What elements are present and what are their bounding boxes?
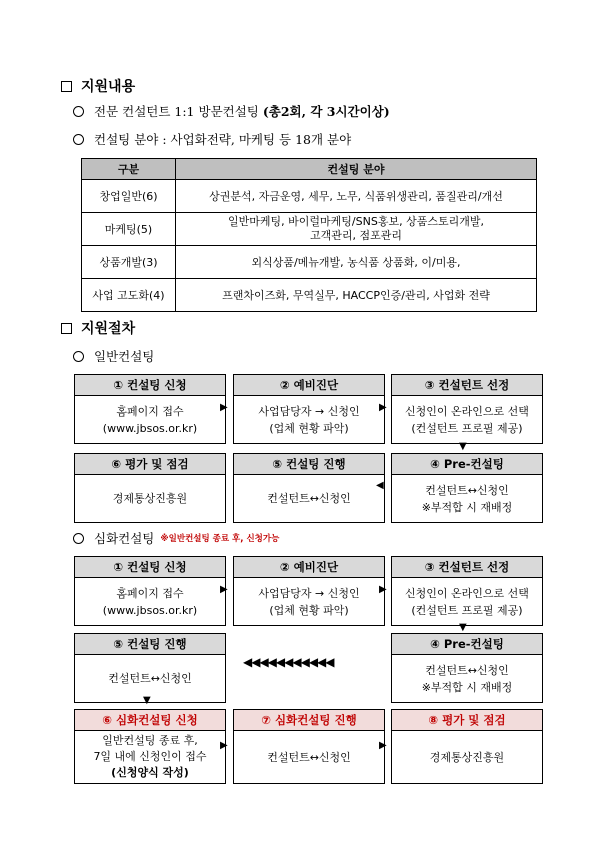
general-step-2: ② 예비진단 사업담당자 → 신청인 (업체 현황 파악) bbox=[233, 374, 385, 444]
table-row: 마케팅(5) 일반마케팅, 바이럴마케팅/SNS홍보, 상품스토리개발, 고객관리, 점포관리 bbox=[82, 213, 537, 246]
advanced-step-7: ⑦ 심화컨설팅 진행 컨설턴트↔신청인 bbox=[233, 709, 385, 784]
table-row: 사업 고도화(4) 프랜차이즈화, 무역실무, HACCP인증/관리, 사업화 전략 bbox=[82, 279, 537, 312]
advanced-step-3: ③ 컨설턴트 선정 신청인이 온라인으로 선택 (컨설턴트 프로필 제공) bbox=[391, 556, 543, 626]
advanced-note: ※일반컨설팅 종료 후, 신청가능 bbox=[160, 534, 280, 544]
advanced-step-8: ⑧ 평가 및 점검 경제통상진흥원 bbox=[391, 709, 543, 784]
section-heading-procedure: 지원절차 bbox=[61, 318, 135, 338]
section-heading-support: 지원내용 bbox=[61, 76, 135, 96]
advanced-step-6: ⑥ 심화컨설팅 신청 일반컨설팅 종료 후, 7일 내에 신청인이 접수 (신청양식 작성) bbox=[74, 709, 226, 784]
general-step-1: ① 컨설팅 신청 홈페이지 접수 (www.jbsos.or.kr) bbox=[74, 374, 226, 444]
bullet-fields: 컨설팅 분야 : 사업화전략, 마케팅 등 18개 분야 bbox=[73, 130, 351, 148]
advanced-consulting-label: 심화컨설팅 ※일반컨설팅 종료 후, 신청가능 bbox=[73, 529, 279, 547]
arrow-right-icon: ▶ bbox=[220, 402, 228, 413]
circle-bullet-icon bbox=[73, 351, 84, 362]
general-step-5: ⑤ 컨설팅 진행 컨설턴트↔신청인 bbox=[233, 453, 385, 523]
table-header-row: 구분 컨설팅 분야 bbox=[82, 159, 537, 180]
arrow-down-icon: ▼ bbox=[459, 622, 467, 633]
circle-bullet-icon bbox=[73, 134, 84, 145]
general-consulting-label: 일반컨설팅 bbox=[73, 347, 154, 365]
table-row: 상품개발(3) 외식상품/메뉴개발, 농식품 상품화, 이/미용, bbox=[82, 246, 537, 279]
advanced-step-4: ④ Pre-컨설팅 컨설턴트↔신청인 ※부적합 시 재배정 bbox=[391, 633, 543, 703]
arrow-down-icon: ▼ bbox=[459, 441, 467, 452]
bullet-consulting: 전문 컨설턴트 1:1 방문컨설팅 (총2회, 각 3시간이상) bbox=[73, 102, 390, 120]
advanced-step-2: ② 예비진단 사업담당자 → 신청인 (업체 현황 파악) bbox=[233, 556, 385, 626]
circle-bullet-icon bbox=[73, 533, 84, 544]
table-row: 창업일반(6) 상권분석, 자금운영, 세무, 노무, 식품위생관리, 품질관리/개선 bbox=[82, 180, 537, 213]
checkbox-square-icon bbox=[61, 323, 72, 334]
general-step-4: ④ Pre-컨설팅 컨설턴트↔신청인 ※부적합 시 재배정 bbox=[391, 453, 543, 523]
arrow-right-icon: ▶ bbox=[220, 740, 228, 751]
circle-bullet-icon bbox=[73, 106, 84, 117]
long-left-arrow: ◀◀◀◀◀◀◀◀◀◀◀ bbox=[243, 655, 334, 669]
advanced-step-1: ① 컨설팅 신청 홈페이지 접수 (www.jbsos.or.kr) bbox=[74, 556, 226, 626]
arrow-down-icon: ▼ bbox=[143, 695, 151, 706]
arrow-right-icon: ▶ bbox=[379, 740, 387, 751]
arrow-right-icon: ▶ bbox=[379, 402, 387, 413]
arrow-right-icon: ▶ bbox=[379, 584, 387, 595]
general-step-3: ③ 컨설턴트 선정 신청인이 온라인으로 선택 (컨설턴트 프로필 제공) bbox=[391, 374, 543, 444]
advanced-step-5: ⑤ 컨설팅 진행 컨설턴트↔신청인 bbox=[74, 633, 226, 703]
arrow-left-icon: ◀ bbox=[376, 480, 384, 491]
consulting-field-table bbox=[81, 158, 537, 312]
checkbox-square-icon bbox=[61, 81, 72, 92]
arrow-right-icon: ▶ bbox=[220, 584, 228, 595]
general-step-6: ⑥ 평가 및 점검 경제통상진흥원 bbox=[74, 453, 226, 523]
